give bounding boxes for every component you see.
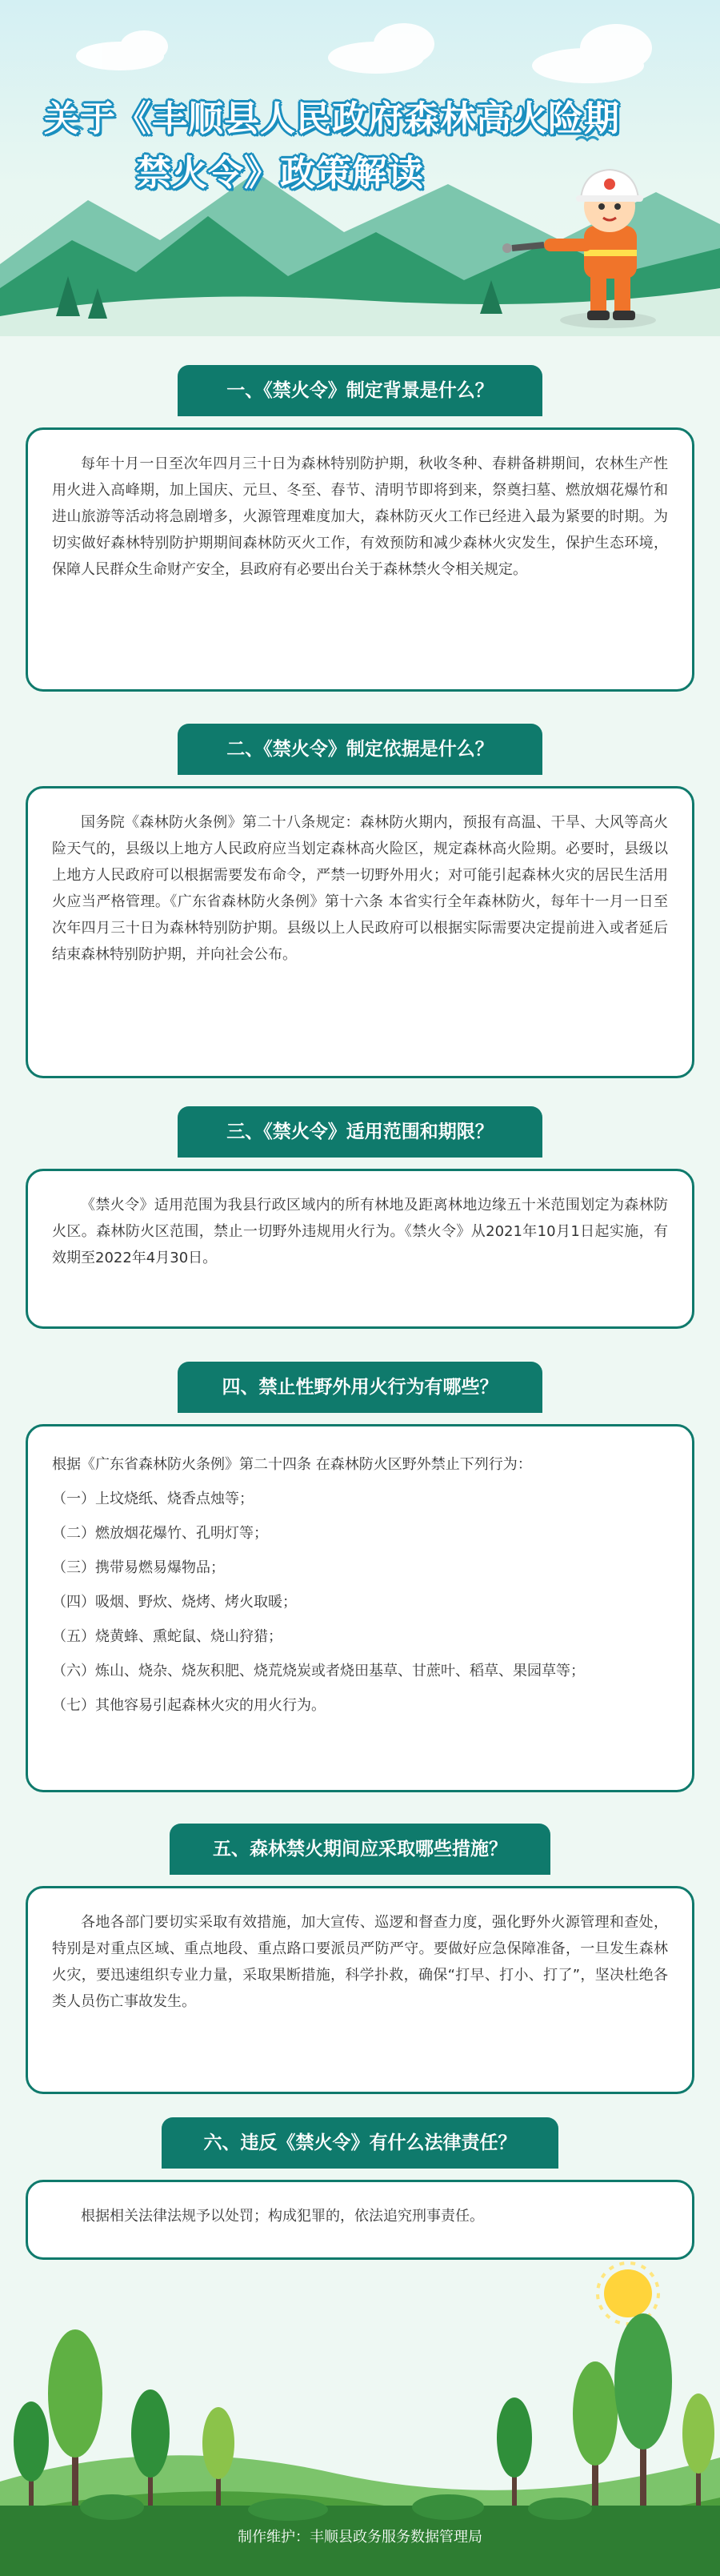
section-4-card — [26, 1424, 694, 1792]
section-1-card — [26, 427, 694, 692]
section-1-paragraph: 每年十月一日至次年四月三十日为森林特别防护期，秋收冬种、春耕备耕期间，农林生产性用火进入高峰期，加上国庆、元旦、冬至、春节、清明节即将到来，祭奠扫墓、燃放烟花爆竹和进山旅游等活动将急剧增多，火源管理难度加大，森林防灭火工作已经进入最为紧要的时期。为切实做好森林特别防护期期间森林防灭火工作，有效预防和减少森林火灾发生，保护生态环境，保障人民群众生命财产安全，县政府有必要出台关于森林禁火令相关规定。 — [52, 455, 668, 578]
page-title-line-1: 关于《丰顺县人民政府森林高火险期 — [44, 98, 620, 139]
footer-forest-illustration — [0, 2217, 720, 2576]
section-6-paragraph: 根据相关法律法规予以处罚；构成犯罪的，依法追究刑事责任。 — [81, 2208, 484, 2225]
page-title-line-2: 禁火令》政策解读 — [136, 153, 424, 194]
footer-credit: 制作维护：丰顺县政务服务数据管理局 — [238, 2529, 482, 2546]
section-5-title: 五、森林禁火期间应采取哪些措施？ — [170, 1824, 550, 1875]
section-1-title: 一、《禁火令》制定背景是什么？ — [178, 365, 542, 416]
section-6-card — [26, 2180, 694, 2260]
section-3-card — [26, 1169, 694, 1329]
sun-icon — [598, 2263, 658, 2324]
section-4-title: 四、禁止性野外用火行为有哪些？ — [178, 1362, 542, 1413]
prohibited-item-7: （七）其他容易引起森林火灾的用火行为。 — [52, 1697, 326, 1714]
section-2-title: 二、《禁火令》制定依据是什么？ — [178, 724, 542, 775]
header-banner — [0, 0, 720, 336]
section-3-title: 三、《禁火令》适用范围和期限？ — [178, 1106, 542, 1158]
section-6-title: 六、违反《禁火令》有什么法律责任？ — [162, 2117, 558, 2169]
section-5-paragraph: 各地各部门要切实采取有效措施，加大宣传、巡逻和督查力度，强化野外火源管理和查处，特别是对重点区域、重点地段、重点路口要派员严防严守。要做好应急保障准备，一旦发生森林火灾，要迅速组织专业力量，采取果断措施，科学扑救，确保“打早、打小、打了”，坚决杜绝各类人员伤亡事故发生。 — [52, 1914, 668, 2010]
prohibited-item-3: （三）携带易燃易爆物品； — [52, 1559, 225, 1576]
section-2-paragraph: 国务院《森林防火条例》第二十八条规定：森林防火期内，预报有高温、干旱、大风等高火险天气的，县级以上地方人民政府应当划定森林高火险区，规定森林高火险期。必要时，县级以上地方人民政府可以根据需要发布命令，严禁一切野外用火；对可能引起森林火灾的居民生活用火应当严格管理。《广东省森林防火条例》第十六条 本省实行全年森林防火，每年十一月一日至次年四月三十日为森林特别防护期。县级以上人民政府可以根据实际需要决定提前进入或者延后结束森林特别防护期，并向社会公布。 — [52, 814, 668, 963]
prohibited-item-5: （五）烧黄蜂、熏蛇鼠、烧山狩猎； — [52, 1628, 282, 1645]
prohibited-item-4: （四）吸烟、野炊、烧烤、烤火取暖； — [52, 1594, 297, 1611]
prohibited-item-1: （一）上坟烧纸、烧香点烛等； — [52, 1491, 254, 1507]
prohibited-item-2: （二）燃放烟花爆竹、孔明灯等； — [52, 1525, 268, 1542]
section-4-intro: 根据《广东省森林防火条例》第二十四条 在森林防火区野外禁止下列行为： — [52, 1456, 532, 1473]
section-3-paragraph: 《禁火令》适用范围为我县行政区域内的所有林地及距离林地边缘五十米范围划定为森林防火区。森林防火区范围，禁止一切野外违规用火行为。《禁火令》从2021年10月1日起实施，有效期至2022年4月30日。 — [52, 1197, 668, 1266]
section-2-card — [26, 786, 694, 1078]
section-5-card — [26, 1886, 694, 2094]
prohibited-item-6: （六）炼山、烧杂、烧灰积肥、烧荒烧炭或者烧田基草、甘蔗叶、稻草、果园草等； — [52, 1663, 585, 1679]
